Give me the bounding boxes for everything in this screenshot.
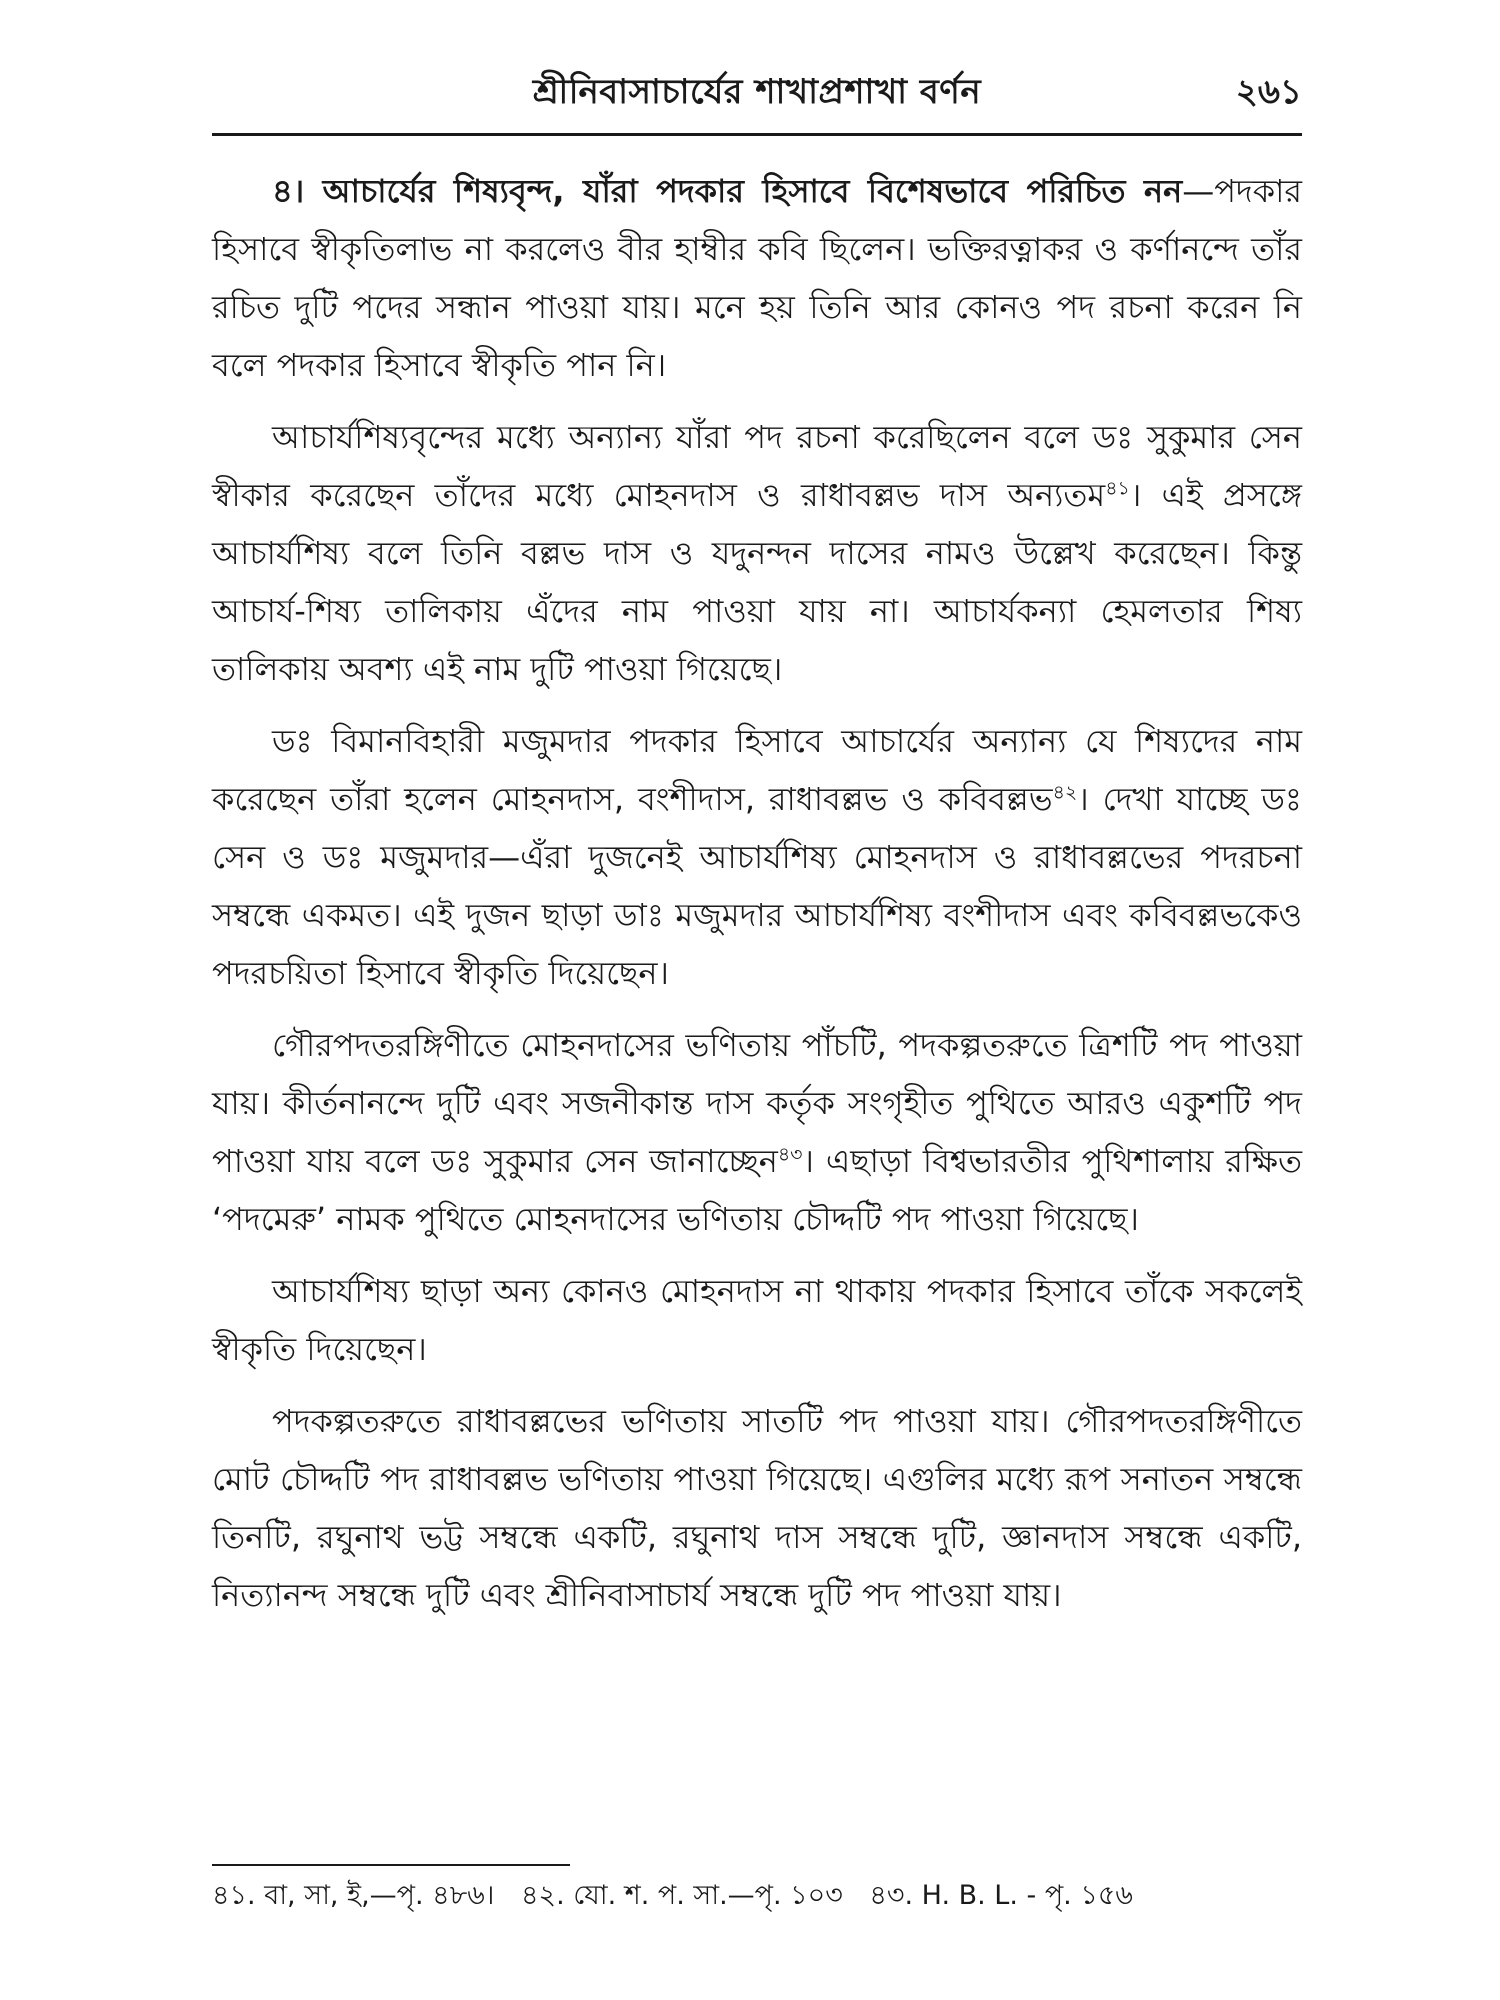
page-number: ২৬১: [1235, 72, 1302, 112]
paragraph-1: [212, 162, 1302, 394]
paragraph-2-text-b: । এই প্রসঙ্গে আচার্যশিষ্য বলে তিনি বল্লভ দাস ও যদুনন্দন দাসের নামও উল্লেখ করেছেন। কিন্তু আচার্য-শিষ্য তালিকায় এঁদের নাম পাওয়া যায় না। আচার্যকন্যা হেমলতার শিষ্য তালিকায় অবশ্য এই নাম দুটি পাওয়া গিয়েছে।: [212, 476, 1302, 688]
paragraph-3-text-b: । দেখা যাচ্ছে ডঃ সেন ও ডঃ মজুমদার—এঁরা দুজনেই আচার্যশিষ্য মোহনদাস ও রাধাবল্লভের পদরচনা সম্বন্ধে একমত। এই দুজন ছাড়া ডাঃ মজুমদার আচার্যশিষ্য বংশীদাস এবং কবিবল্লভকেও পদরচয়িতা হিসাবে স্বীকৃতি দিয়েছেন।: [212, 780, 1302, 992]
footnote-rule: [212, 1864, 570, 1866]
paragraph-3: [212, 712, 1302, 1002]
footnote-43: ৪৩. H. B. L. - পৃ. ১৫৬: [869, 1880, 1133, 1911]
footnote-ref-41: ৪১: [1105, 477, 1130, 500]
footnote-42: ৪২. যো. শ. প. সা.—পৃ. ১০৩: [521, 1880, 843, 1911]
footnotes: [212, 1876, 1302, 1916]
paragraph-5: [212, 1262, 1302, 1378]
page-header: [212, 58, 1302, 118]
paragraph-4-text-b: । এছাড়া বিশ্বভারতীর পুথিশালায় রক্ষিত ‘পদমেরু’ নামক পুথিতে মোহনদাসের ভণিতায় চৌদ্দটি পদ পাওয়া গিয়েছে।: [212, 1142, 1302, 1238]
paragraph-4: [212, 1016, 1302, 1248]
paragraph-4-text-a: গৌরপদতরঙ্গিণীতে মোহনদাসের ভণিতায় পাঁচটি, পদকল্পতরুতে ত্রিশটি পদ পাওয়া যায়। কীর্তনানন্দে দুটি এবং সজনীকান্ত দাস কর্তৃক সংগৃহীত পুথিতে আরও একুশটি পদ পাওয়া যায় বলে ডঃ সুকুমার সেন জানাচ্ছেন: [212, 1026, 1302, 1180]
paragraph-3-text-a: ডঃ বিমানবিহারী মজুমদার পদকার হিসাবে আচার্যের অন্যান্য যে শিষ্যদের নাম করেছেন তাঁরা হলেন মোহনদাস, বংশীদাস, রাধাবল্লভ ও কবিবল্লভ: [212, 722, 1302, 818]
paragraph-2: [212, 408, 1302, 698]
paragraph-1-text: —পদকার হিসাবে স্বীকৃতিলাভ না করলেও বীর হাম্বীর কবি ছিলেন। ভক্তিরত্নাকর ও কর্ণানন্দে তাঁর রচিত দুটি পদের সন্ধান পাওয়া যায়। মনে হয় তিনি আর কোনও পদ রচনা করেন নি বলে পদকার হিসাবে স্বীকৃতি পান নি।: [212, 172, 1302, 384]
footnote-ref-42: ৪২: [1052, 781, 1078, 804]
footnote-41: ৪১. বা, সা, ই,—পৃ. ৪৮৬।: [212, 1880, 495, 1911]
paragraph-2-text-a: আচার্যশিষ্যবৃন্দের মধ্যে অন্যান্য যাঁরা পদ রচনা করেছিলেন বলে ডঃ সুকুমার সেন স্বীকার করেছেন তাঁদের মধ্যে মোহনদাস ও রাধাবল্লভ দাস অন্যতম: [212, 418, 1302, 514]
paragraph-6: [212, 1392, 1302, 1624]
footnote-ref-43: ৪৩: [777, 1143, 803, 1166]
body-text: [212, 162, 1302, 1624]
paragraph-6-text: পদকল্পতরুতে রাধাবল্লভের ভণিতায় সাতটি পদ পাওয়া যায়। গৌরপদতরঙ্গিণীতে মোট চৌদ্দটি পদ রাধাবল্লভ ভণিতায় পাওয়া গিয়েছে। এগুলির মধ্যে রূপ সনাতন সম্বন্ধে তিনটি, রঘুনাথ ভট্ট সম্বন্ধে একটি, রঘুনাথ দাস সম্বন্ধে দুটি, জ্ঞানদাস সম্বন্ধে একটি, নিত্যানন্দ সম্বন্ধে দুটি এবং শ্রীনিবাসাচার্য সম্বন্ধে দুটি পদ পাওয়া যায়।: [212, 1402, 1302, 1614]
section-heading: ৪। আচার্যের শিষ্যবৃন্দ, যাঁরা পদকার হিসাবে বিশেষভাবে পরিচিত নন: [272, 172, 1183, 210]
header-rule: [212, 133, 1302, 136]
running-title: শ্রীনিবাসাচার্যের শাখাপ্রশাখা বর্ণন: [532, 72, 982, 112]
paragraph-5-text: আচার্যশিষ্য ছাড়া অন্য কোনও মোহনদাস না থাকায় পদকার হিসাবে তাঁকে সকলেই স্বীকৃতি দিয়েছেন।: [212, 1272, 1302, 1368]
